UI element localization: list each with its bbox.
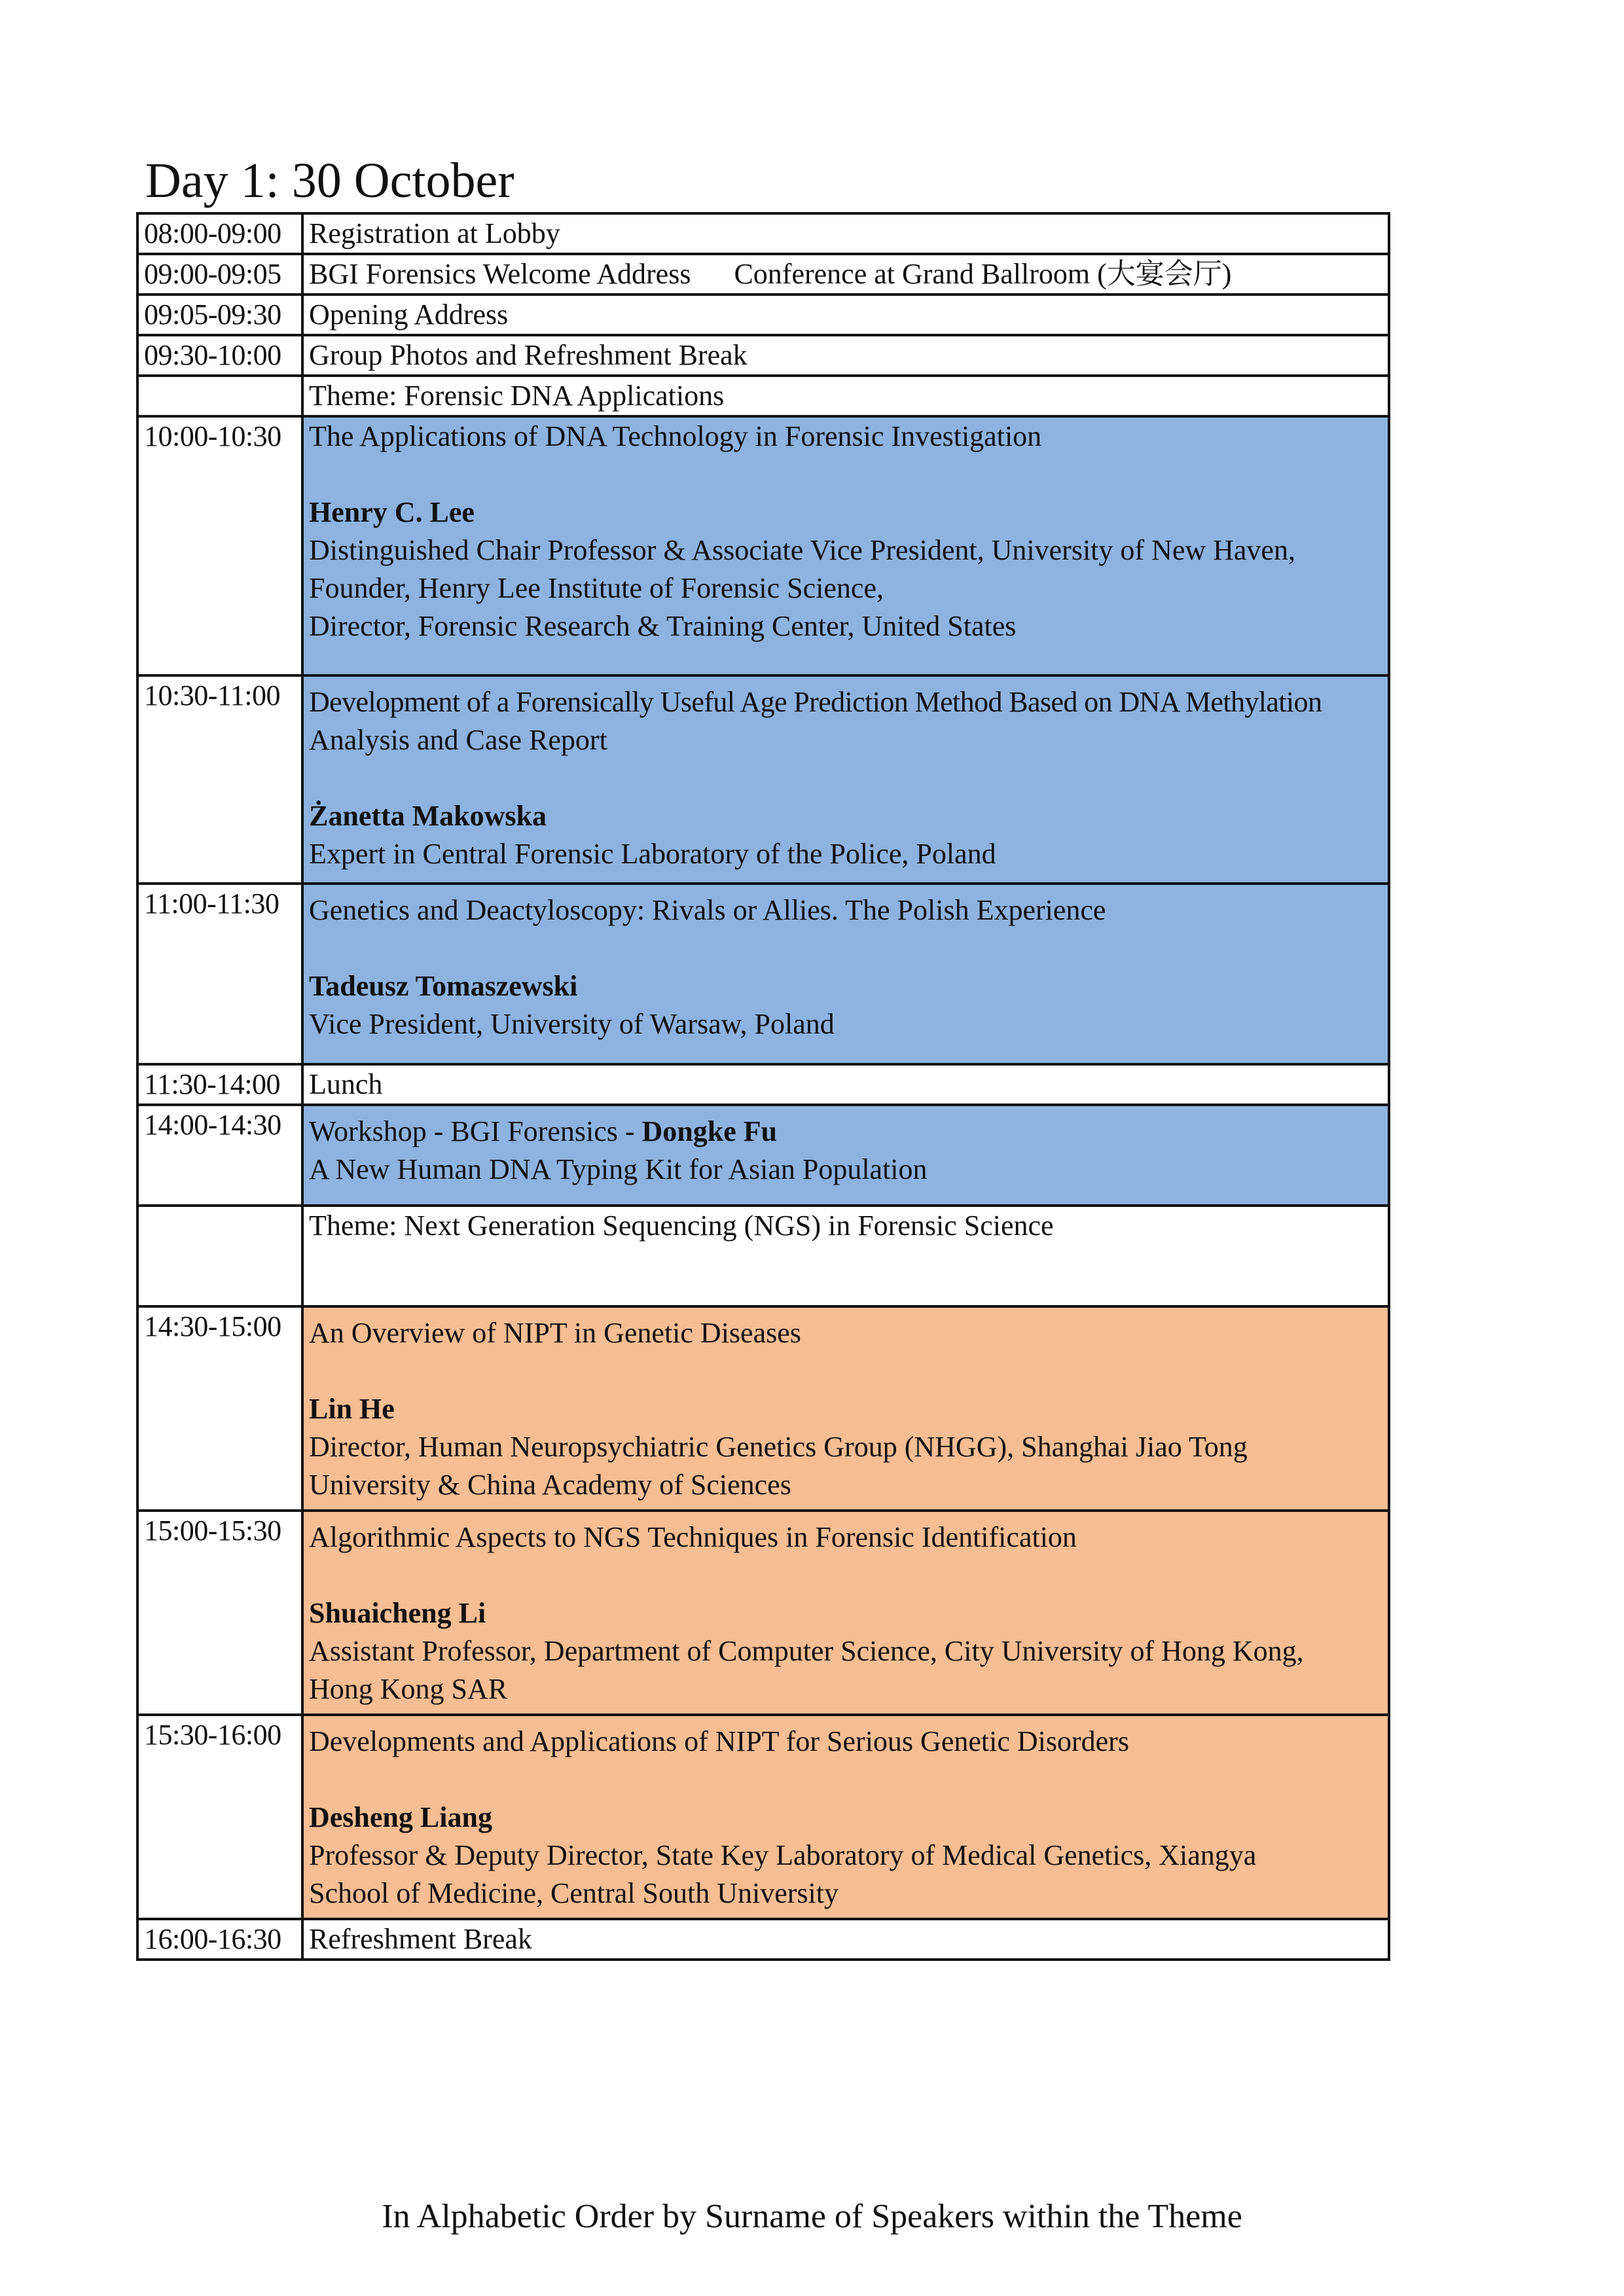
theme-heading: Theme: Next Generation Sequencing (NGS) in Forensic Science bbox=[302, 1206, 1389, 1306]
talk-cell bbox=[302, 884, 1389, 1064]
speaker-affiliation: Distinguished Chair Professor & Associate Vice President, University of New Haven, bbox=[309, 534, 1295, 566]
theme-heading: Theme: Forensic DNA Applications bbox=[302, 376, 1389, 416]
talk-title: Developments and Applications of NIPT for Serious Genetic Disorders bbox=[309, 1725, 1129, 1757]
talk-cell bbox=[302, 1511, 1389, 1715]
speaker-affiliation: Director, Human Neuropsychiatric Genetics Group (NHGG), Shanghai Jiao Tong bbox=[309, 1431, 1248, 1463]
venue-note: Conference at Grand Ballroom (大宴会厅) bbox=[734, 258, 1232, 290]
table-row bbox=[137, 295, 1389, 335]
table-row bbox=[137, 1064, 1389, 1105]
theme-row bbox=[137, 376, 1389, 416]
time-cell-empty bbox=[137, 376, 302, 416]
table-row bbox=[137, 213, 1389, 254]
session-cell: Lunch bbox=[302, 1064, 1389, 1105]
talk-cell bbox=[302, 675, 1389, 884]
time-cell: 10:00-10:30 bbox=[137, 416, 302, 675]
table-row bbox=[137, 1105, 1389, 1206]
schedule-table bbox=[136, 212, 1390, 1961]
speaker-affiliation: Founder, Henry Lee Institute of Forensic Science, bbox=[309, 572, 884, 604]
talk-title: Algorithmic Aspects to NGS Techniques in Forensic Identification bbox=[309, 1521, 1077, 1553]
speaker-affiliation: University & China Academy of Sciences bbox=[309, 1469, 791, 1501]
speaker-name: Tadeusz Tomaszewski bbox=[309, 970, 578, 1002]
time-cell-empty bbox=[137, 1206, 302, 1306]
time-cell: 09:00-09:05 bbox=[137, 254, 302, 295]
time-cell: 14:00-14:30 bbox=[137, 1105, 302, 1206]
speaker-name: Henry C. Lee bbox=[309, 496, 475, 528]
table-row bbox=[137, 1511, 1389, 1715]
workshop-cell bbox=[302, 1105, 1389, 1206]
table-row bbox=[137, 254, 1389, 295]
table-row bbox=[137, 675, 1389, 884]
table-row bbox=[137, 416, 1389, 675]
table-row bbox=[137, 1919, 1389, 1960]
speaker-affiliation: Vice President, University of Warsaw, Poland bbox=[309, 1008, 835, 1040]
speaker-affiliation: Expert in Central Forensic Laboratory of the Police, Poland bbox=[309, 838, 996, 870]
time-cell: 09:30-10:00 bbox=[137, 335, 302, 376]
time-cell: 14:30-15:00 bbox=[137, 1306, 302, 1511]
table-row bbox=[137, 884, 1389, 1064]
talk-title: Development of a Forensically Useful Age Prediction Method Based on DNA Methylation bbox=[309, 686, 1322, 718]
speaker-affiliation: Assistant Professor, Department of Computer Science, City University of Hong Kong, bbox=[309, 1635, 1304, 1667]
speaker-affiliation: School of Medicine, Central South University bbox=[309, 1877, 839, 1909]
speaker-affiliation: Professor & Deputy Director, State Key Laboratory of Medical Genetics, Xiangya bbox=[309, 1839, 1257, 1871]
session-cell bbox=[302, 254, 1389, 295]
talk-title: Analysis and Case Report bbox=[309, 724, 607, 756]
workshop-label: Workshop - BGI Forensics - bbox=[309, 1115, 642, 1147]
speaker-name: Lin He bbox=[309, 1393, 395, 1425]
talk-cell bbox=[302, 1715, 1389, 1919]
talk-cell bbox=[302, 1306, 1389, 1511]
time-cell: 11:30-14:00 bbox=[137, 1064, 302, 1105]
time-cell: 15:30-16:00 bbox=[137, 1715, 302, 1919]
talk-title: Genetics and Deactyloscopy: Rivals or Allies. The Polish Experience bbox=[309, 894, 1106, 926]
table-row bbox=[137, 335, 1389, 376]
speaker-name: Desheng Liang bbox=[309, 1801, 492, 1833]
session-title: BGI Forensics Welcome Address bbox=[309, 258, 691, 290]
table-row bbox=[137, 1306, 1389, 1511]
workshop-subtitle: A New Human DNA Typing Kit for Asian Population bbox=[309, 1153, 928, 1185]
talk-cell bbox=[302, 416, 1389, 675]
session-cell: Opening Address bbox=[302, 295, 1389, 335]
talk-title: An Overview of NIPT in Genetic Diseases bbox=[309, 1317, 801, 1349]
theme-row bbox=[137, 1206, 1389, 1306]
speaker-name: Shuaicheng Li bbox=[309, 1597, 486, 1629]
time-cell: 08:00-09:00 bbox=[137, 213, 302, 254]
talk-title: The Applications of DNA Technology in Forensic Investigation bbox=[309, 420, 1042, 452]
session-cell: Refreshment Break bbox=[302, 1919, 1389, 1960]
time-cell: 11:00-11:30 bbox=[137, 884, 302, 1064]
speaker-name: Dongke Fu bbox=[641, 1115, 778, 1147]
page-title: Day 1: 30 October bbox=[145, 153, 514, 208]
speaker-affiliation: Director, Forensic Research & Training Center, United States bbox=[309, 610, 1017, 642]
session-cell: Registration at Lobby bbox=[302, 213, 1389, 254]
time-cell: 15:00-15:30 bbox=[137, 1511, 302, 1715]
session-cell: Group Photos and Refreshment Break bbox=[302, 335, 1389, 376]
table-row bbox=[137, 1715, 1389, 1919]
time-cell: 09:05-09:30 bbox=[137, 295, 302, 335]
time-cell: 16:00-16:30 bbox=[137, 1919, 302, 1960]
speaker-affiliation: Hong Kong SAR bbox=[309, 1673, 508, 1705]
speaker-name: Żanetta Makowska bbox=[309, 800, 547, 832]
time-cell: 10:30-11:00 bbox=[137, 675, 302, 884]
page-footer: In Alphabetic Order by Surname of Speakers within the Theme bbox=[382, 2198, 1242, 2235]
